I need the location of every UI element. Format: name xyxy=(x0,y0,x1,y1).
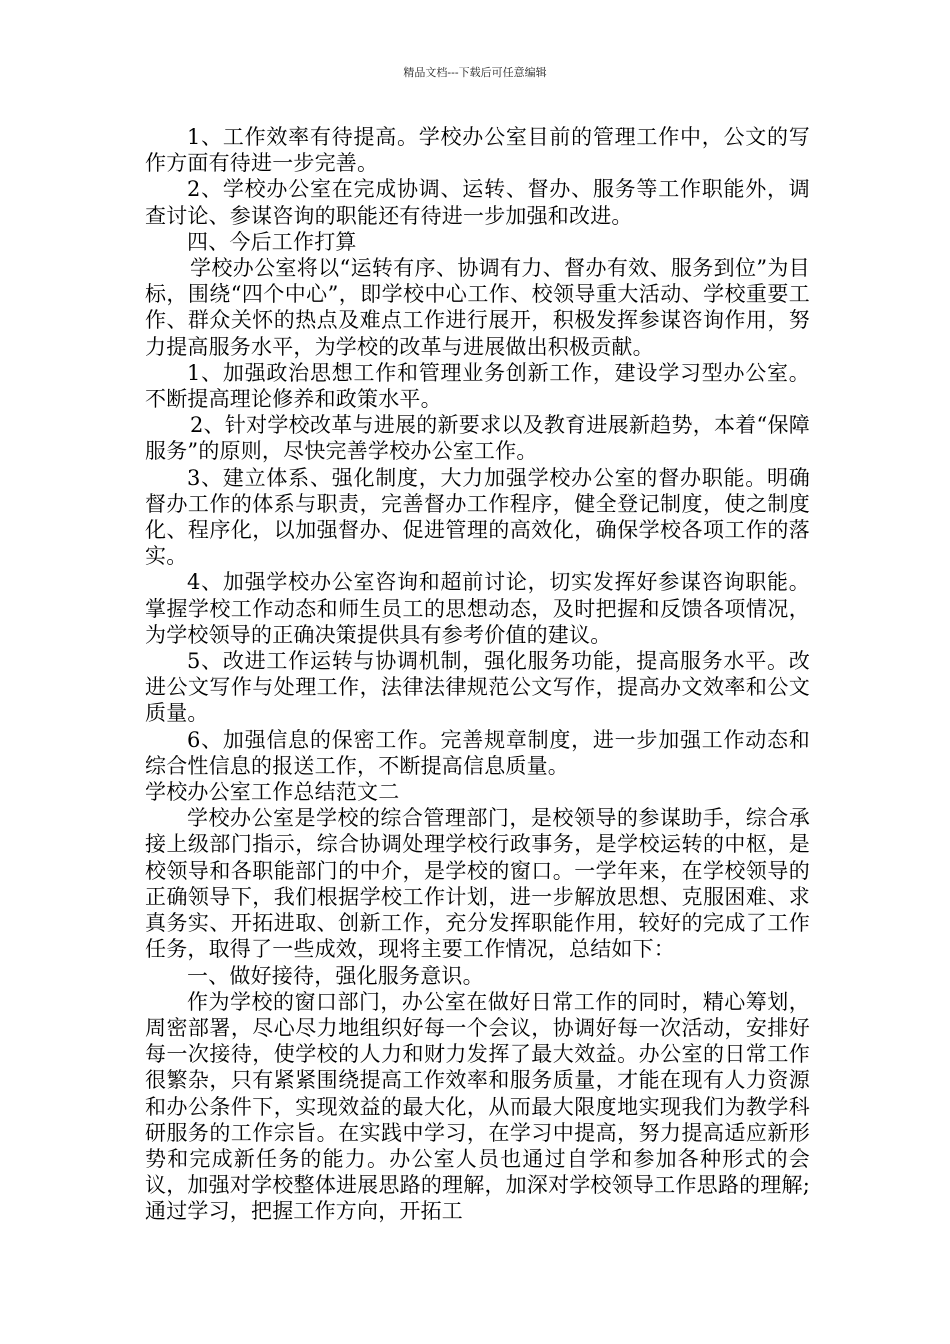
paragraph: 学校办公室将以“运转有序、协调有力、督办有效、服务到位”为目标，围绕“四个中心”，即学校中心工作、校领导重大活动、学校重要工作、群众关怀的热点及难点工作进行展开，积极发挥参谋咨询作用，努力提高服务水平，为学校的改革与进展做出积极贡献。 xyxy=(145,256,810,359)
paragraph: 2、学校办公室在完成协调、运转、督办、服务等工作职能外，调查讨论、参谋咨询的职能还有待进一步加强和改进。 xyxy=(145,177,810,228)
paragraph: 4、加强学校办公室咨询和超前讨论，切实发挥好参谋咨询职能。掌握学校工作动态和师生员工的思想动态，及时把握和反馈各项情况，为学校领导的正确决策提供具有参考价值的建议。 xyxy=(145,570,810,647)
paragraph: 1、加强政治思想工作和管理业务创新工作，建设学习型办公室。不断提高理论修养和政策水平。 xyxy=(145,360,810,412)
paragraph: 学校办公室是学校的综合管理部门，是校领导的参谋助手，综合承接上级部门指示，综合协调处理学校行政事务，是学校运转的中枢，是校领导和各职能部门的中介，是学校的窗口。一学年来，在学校领导的正确领导下，我们根据学校工作计划，进一步解放思想、克服困难、求真务实、开拓进取、创新工作，充分发挥职能作用，较好的完成了工作任务，取得了一些成效，现将主要工作情况，总结如下： xyxy=(145,806,810,962)
paragraph: 2、针对学校改革与进展的新要求以及教育进展新趋势，本着“保障服务”的原则，尽快完善学校办公室工作。 xyxy=(145,413,810,464)
document-body xyxy=(145,124,810,1225)
page-header: 精品文档---下载后可任意编辑 xyxy=(403,66,547,79)
document-subtitle: 学校办公室工作总结范文二 xyxy=(145,780,400,805)
section-heading: 四、今后工作打算 xyxy=(187,229,357,254)
paragraph: 作为学校的窗口部门，办公室在做好日常工作的同时，精心筹划，周密部署，尽心尽力地组织好每一个会议，协调好每一次活动，安排好每一次接待，使学校的人力和财力发挥了最大效益。办公室的日常工作很繁杂，只有紧紧围绕提高工作效率和服务质量，才能在现有人力资源和办公条件下，实现效益的最大化，从而最大限度地实现我们为教学科研服务的工作宗旨。在实践中学习，在学习中提高，努力提高适应新形势和完成新任务的能力。办公室人员也通过自学和参加各种形式的会议，加强对学校整体进展思路的理解，加深对学校领导工作思路的理解;通过学习，把握工作方向，开拓工 xyxy=(145,989,810,1224)
section-heading: 一、做好接待，强化服务意识。 xyxy=(187,963,484,988)
paragraph: 3、建立体系、强化制度，大力加强学校办公室的督办职能。明确督办工作的体系与职责，完善督办工作程序，健全登记制度，使之制度化、程序化，以加强督办、促进管理的高效化，确保学校各项工作的落实。 xyxy=(145,465,810,569)
paragraph: 1、工作效率有待提高。学校办公室目前的管理工作中，公文的写作方面有待进一步完善。 xyxy=(145,125,810,176)
paragraph: 6、加强信息的保密工作。完善规章制度，进一步加强工作动态和综合性信息的报送工作，不断提高信息质量。 xyxy=(145,727,810,778)
paragraph: 5、改进工作运转与协调机制，强化服务功能，提高服务水平。改进公文写作与处理工作，法律法律规范公文写作，提高办文效率和公文质量。 xyxy=(145,649,810,726)
